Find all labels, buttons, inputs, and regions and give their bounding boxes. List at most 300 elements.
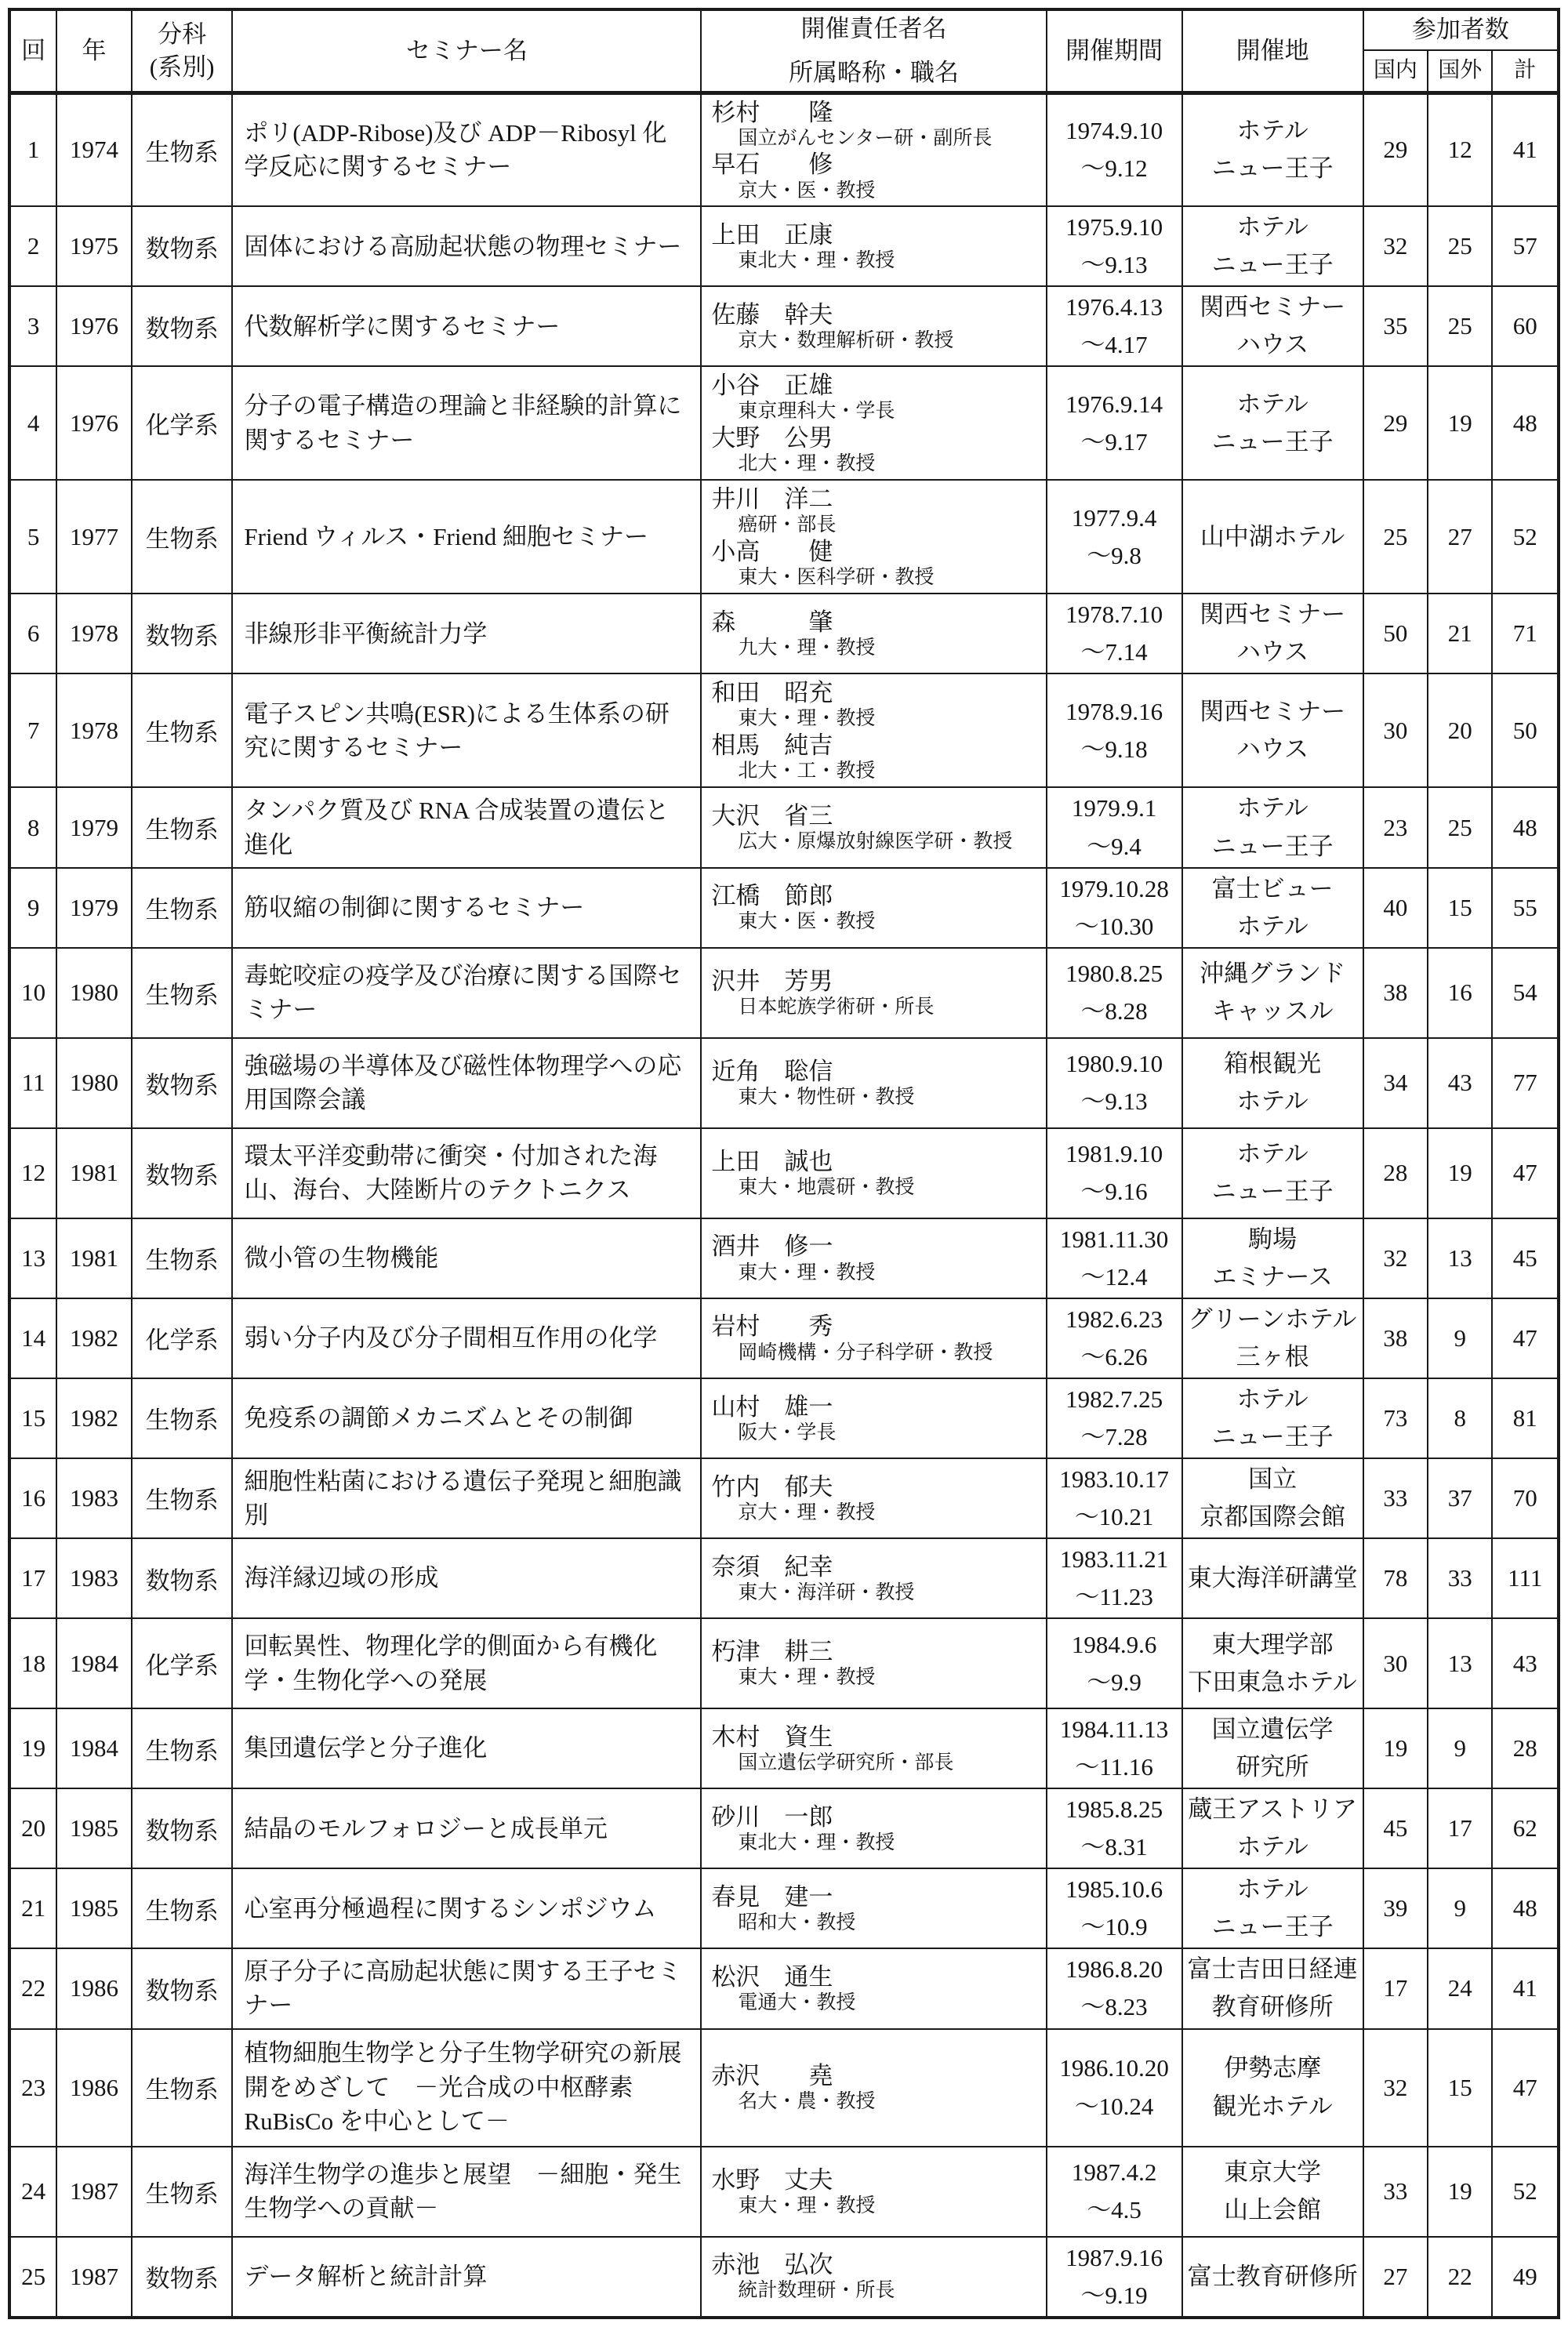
cell-total-count: 47 <box>1492 2029 1559 2147</box>
cell-location <box>1182 366 1363 480</box>
cell-foreign-count: 15 <box>1428 868 1492 948</box>
cell-foreign-count: 19 <box>1428 2147 1492 2237</box>
location-line: ホテル <box>1236 1833 1308 1861</box>
location-line: ハウス <box>1236 331 1309 359</box>
table-row <box>9 948 1559 1038</box>
organizer-affiliation: 昭和大・教授 <box>738 1912 856 1934</box>
cell-foreign-count: 25 <box>1428 787 1492 867</box>
cell-total-count: 52 <box>1492 480 1559 594</box>
header-organizer-line1: 開催責任者名 <box>800 15 947 42</box>
period-start: 1978.9.16 <box>1065 697 1163 725</box>
organizer-affiliation: 電通大・教授 <box>738 1992 856 2014</box>
cell-location <box>1182 1218 1363 1298</box>
cell-year: 1984 <box>56 1618 131 1708</box>
period-end: ～9.9 <box>1087 1668 1142 1696</box>
period-start: 1983.10.17 <box>1059 1465 1169 1493</box>
cell-no: 12 <box>9 1128 56 1218</box>
cell-organizer <box>701 206 1046 286</box>
cell-domestic-count: 33 <box>1363 2147 1428 2237</box>
cell-period <box>1047 1378 1182 1458</box>
cell-organizer <box>701 673 1046 787</box>
cell-seminar-title: 心室再分極過程に関するシンポジウム <box>232 1868 701 1948</box>
location-line: 富士吉田日経連 <box>1187 1955 1358 1984</box>
cell-domestic-count: 33 <box>1363 1458 1428 1538</box>
cell-organizer <box>701 2029 1046 2147</box>
cell-organizer <box>701 1708 1046 1788</box>
location-line: 東大海洋研講堂 <box>1187 1564 1358 1592</box>
location-line: ニュー王子 <box>1211 251 1334 279</box>
period-end: ～10.30 <box>1074 912 1154 940</box>
header-organizer <box>701 9 1046 93</box>
organizer-affiliation: 阪大・学長 <box>738 1421 837 1443</box>
location-line: ホテル <box>1236 912 1308 940</box>
table-row <box>9 1128 1559 1218</box>
table-row <box>9 787 1559 867</box>
cell-year: 1985 <box>56 1868 131 1948</box>
cell-category: 数物系 <box>132 594 233 673</box>
cell-category: 化学系 <box>132 366 233 480</box>
location-line: ニュー王子 <box>1211 832 1334 860</box>
cell-location <box>1182 1298 1363 1378</box>
cell-year: 1978 <box>56 594 131 673</box>
period-end: ～8.23 <box>1080 1993 1148 2021</box>
cell-organizer <box>701 1458 1046 1538</box>
cell-period <box>1047 2237 1182 2318</box>
cell-no: 24 <box>9 2147 56 2237</box>
organizer-name: 岩村 秀 <box>711 1312 833 1341</box>
period-end: ～12.4 <box>1080 1262 1148 1291</box>
header-participants: 参加者数 <box>1363 9 1559 50</box>
cell-year: 1981 <box>56 1218 131 1298</box>
cell-seminar-title: 代数解析学に関するセミナー <box>232 286 701 366</box>
table-row <box>9 1788 1559 1868</box>
table-row <box>9 673 1559 787</box>
cell-organizer <box>701 1868 1046 1948</box>
cell-foreign-count: 16 <box>1428 948 1492 1038</box>
organizer-name: 森 肇 <box>711 608 833 637</box>
organizer-affiliation: 東大・医・教授 <box>738 911 876 933</box>
cell-organizer <box>701 1948 1046 2028</box>
cell-domestic-count: 32 <box>1363 2029 1428 2147</box>
table-row <box>9 868 1559 948</box>
cell-no: 23 <box>9 2029 56 2147</box>
cell-year: 1986 <box>56 1948 131 2028</box>
table-row <box>9 594 1559 673</box>
cell-seminar-title: 非線形非平衡統計力学 <box>232 594 701 673</box>
cell-seminar-title: 電子スピン共鳴(ESR)による生体系の研究に関するセミナー <box>232 673 701 787</box>
cell-location <box>1182 1618 1363 1708</box>
period-end: ～4.17 <box>1080 331 1148 359</box>
organizer-name: 沢井 芳男 <box>711 967 833 995</box>
organizer-name: 大野 公男 <box>711 423 833 452</box>
period-start: 1986.8.20 <box>1065 1955 1163 1984</box>
header-domestic: 国内 <box>1363 50 1428 93</box>
cell-foreign-count: 13 <box>1428 1218 1492 1298</box>
cell-foreign-count: 9 <box>1428 1708 1492 1788</box>
cell-seminar-title: Friend ウィルス・Friend 細胞セミナー <box>232 480 701 594</box>
location-line: 京都国際会館 <box>1200 1502 1346 1530</box>
cell-domestic-count: 30 <box>1363 1618 1428 1708</box>
cell-location <box>1182 2237 1363 2318</box>
cell-total-count: 62 <box>1492 1788 1559 1868</box>
cell-category: 生物系 <box>132 93 233 206</box>
cell-no: 6 <box>9 594 56 673</box>
cell-foreign-count: 12 <box>1428 93 1492 206</box>
cell-category: 生物系 <box>132 1458 233 1538</box>
organizer-name: 水野 丈夫 <box>711 2165 833 2194</box>
period-start: 1984.9.6 <box>1071 1630 1157 1658</box>
organizer-name: 小高 健 <box>711 537 833 565</box>
period-end: ～10.21 <box>1074 1502 1154 1530</box>
organizer-name: 朽津 耕三 <box>711 1638 833 1666</box>
organizer-affiliation: 東大・理・教授 <box>738 2194 876 2216</box>
cell-category: 生物系 <box>132 948 233 1038</box>
period-end: ～11.16 <box>1075 1753 1153 1781</box>
cell-domestic-count: 29 <box>1363 93 1428 206</box>
cell-no: 14 <box>9 1298 56 1378</box>
location-line: 伊勢志摩 <box>1224 2054 1322 2082</box>
cell-domestic-count: 38 <box>1363 1298 1428 1378</box>
cell-foreign-count: 19 <box>1428 366 1492 480</box>
cell-total-count: 47 <box>1492 1128 1559 1218</box>
period-end: ～11.23 <box>1075 1583 1153 1611</box>
cell-seminar-title: ポリ(ADP-Ribose)及び ADP－Ribosyl 化学反応に関するセミナー <box>232 93 701 206</box>
cell-no: 9 <box>9 868 56 948</box>
cell-seminar-title: 毒蛇咬症の疫学及び治療に関する国際セミナー <box>232 948 701 1038</box>
cell-seminar-title: 筋収縮の制御に関するセミナー <box>232 868 701 948</box>
cell-total-count: 77 <box>1492 1038 1559 1128</box>
cell-category: 数物系 <box>132 1538 233 1618</box>
cell-category: 生物系 <box>132 673 233 787</box>
cell-foreign-count: 27 <box>1428 480 1492 594</box>
cell-foreign-count: 25 <box>1428 286 1492 366</box>
cell-total-count: 49 <box>1492 2237 1559 2318</box>
organizer-affiliation: 東大・海洋研・教授 <box>738 1581 915 1603</box>
cell-period <box>1047 1128 1182 1218</box>
cell-location <box>1182 1128 1363 1218</box>
period-end: ～6.26 <box>1080 1342 1148 1370</box>
period-start: 1985.8.25 <box>1065 1795 1163 1824</box>
cell-period <box>1047 366 1182 480</box>
cell-location <box>1182 1378 1363 1458</box>
cell-year: 1979 <box>56 868 131 948</box>
cell-period <box>1047 1618 1182 1708</box>
organizer-affiliation: 東京理科大・学長 <box>738 401 895 423</box>
organizer-name: 相馬 純吉 <box>711 731 833 759</box>
period-start: 1987.9.16 <box>1065 2243 1163 2271</box>
cell-period <box>1047 286 1182 366</box>
cell-period <box>1047 1788 1182 1868</box>
cell-seminar-title: 結晶のモルフォロジーと成長単元 <box>232 1788 701 1868</box>
location-line: 関西セミナー <box>1200 697 1346 725</box>
cell-seminar-title: 弱い分子内及び分子間相互作用の化学 <box>232 1298 701 1378</box>
organizer-affiliation: 癌研・部長 <box>738 514 837 536</box>
cell-seminar-title: データ解析と統計計算 <box>232 2237 701 2318</box>
cell-domestic-count: 39 <box>1363 1868 1428 1948</box>
location-line: ニュー王子 <box>1211 1422 1334 1450</box>
organizer-affiliation: 国立がんセンター研・副所長 <box>738 127 993 149</box>
cell-total-count: 54 <box>1492 948 1559 1038</box>
table-row <box>9 1618 1559 1708</box>
organizer-affiliation: 東大・理・教授 <box>738 1667 876 1689</box>
organizer-affiliation: 東北大・理・教授 <box>738 1832 895 1854</box>
cell-year: 1987 <box>56 2237 131 2318</box>
cell-total-count: 48 <box>1492 366 1559 480</box>
period-end: ～8.28 <box>1080 997 1148 1026</box>
cell-organizer <box>701 1618 1046 1708</box>
cell-domestic-count: 34 <box>1363 1038 1428 1128</box>
cell-foreign-count: 8 <box>1428 1378 1492 1458</box>
cell-period <box>1047 1038 1182 1128</box>
header-foreign: 国外 <box>1428 50 1492 93</box>
cell-location <box>1182 1788 1363 1868</box>
cell-domestic-count: 78 <box>1363 1538 1428 1618</box>
organizer-name: 上田 誠也 <box>711 1147 833 1175</box>
organizer-name: 松沢 通生 <box>711 1963 833 1991</box>
cell-domestic-count: 29 <box>1363 366 1428 480</box>
cell-year: 1982 <box>56 1378 131 1458</box>
organizer-name: 酒井 修一 <box>711 1232 833 1261</box>
cell-period <box>1047 787 1182 867</box>
cell-no: 8 <box>9 787 56 867</box>
cell-year: 1976 <box>56 366 131 480</box>
cell-domestic-count: 28 <box>1363 1128 1428 1218</box>
location-line: キャッスル <box>1211 997 1334 1026</box>
organizer-affiliation: 統計数理研・所長 <box>738 2280 895 2302</box>
cell-no: 4 <box>9 366 56 480</box>
cell-year: 1979 <box>56 787 131 867</box>
cell-organizer <box>701 1128 1046 1218</box>
period-start: 1978.7.10 <box>1065 601 1163 629</box>
period-start: 1980.9.10 <box>1065 1050 1163 1078</box>
cell-year: 1984 <box>56 1708 131 1788</box>
period-start: 1981.11.30 <box>1059 1225 1169 1253</box>
period-end: ～9.16 <box>1080 1178 1148 1206</box>
organizer-affiliation: 京大・医・教授 <box>738 180 876 201</box>
cell-no: 7 <box>9 673 56 787</box>
organizer-name: 江橋 節郎 <box>711 882 833 910</box>
location-line: ホテル <box>1236 1140 1308 1168</box>
cell-organizer <box>701 1218 1046 1298</box>
header-category-line1: 分科 <box>158 20 207 48</box>
organizer-name: 赤沢 堯 <box>711 2062 833 2090</box>
cell-year: 1980 <box>56 1038 131 1128</box>
cell-location <box>1182 1708 1363 1788</box>
cell-seminar-title: タンパク質及び RNA 合成装置の遺伝と進化 <box>232 787 701 867</box>
period-end: ～8.31 <box>1080 1833 1148 1861</box>
cell-organizer <box>701 1538 1046 1618</box>
cell-domestic-count: 17 <box>1363 1948 1428 2028</box>
table-row <box>9 1868 1559 1948</box>
cell-foreign-count: 15 <box>1428 2029 1492 2147</box>
location-line: 箱根観光 <box>1224 1050 1322 1078</box>
organizer-affiliation: 京大・数理解析研・教授 <box>738 330 954 352</box>
cell-foreign-count: 24 <box>1428 1948 1492 2028</box>
cell-category: 生物系 <box>132 1868 233 1948</box>
cell-domestic-count: 38 <box>1363 948 1428 1038</box>
cell-year: 1978 <box>56 673 131 787</box>
cell-category: 数物系 <box>132 286 233 366</box>
cell-domestic-count: 32 <box>1363 1218 1428 1298</box>
cell-period <box>1047 1458 1182 1538</box>
location-line: 研究所 <box>1236 1753 1309 1781</box>
cell-category: 生物系 <box>132 787 233 867</box>
location-line: ホテル <box>1236 1087 1308 1116</box>
cell-year: 1976 <box>56 286 131 366</box>
cell-category: 数物系 <box>132 206 233 286</box>
period-start: 1982.7.25 <box>1065 1385 1163 1413</box>
cell-seminar-title: 微小管の生物機能 <box>232 1218 701 1298</box>
location-line: ホテル <box>1236 390 1308 418</box>
cell-category: 生物系 <box>132 480 233 594</box>
table-row <box>9 93 1559 206</box>
cell-location <box>1182 787 1363 867</box>
organizer-affiliation: 国立遺伝学研究所・部長 <box>738 1752 954 1774</box>
table-row <box>9 1378 1559 1458</box>
cell-location <box>1182 286 1363 366</box>
location-line: グリーンホテル <box>1188 1305 1357 1333</box>
period-end: ～7.28 <box>1080 1422 1148 1450</box>
cell-location <box>1182 2147 1363 2237</box>
header-category <box>132 9 233 93</box>
cell-no: 13 <box>9 1218 56 1298</box>
cell-period <box>1047 2029 1182 2147</box>
cell-total-count: 28 <box>1492 1708 1559 1788</box>
period-start: 1976.4.13 <box>1065 293 1163 321</box>
cell-period <box>1047 2147 1182 2237</box>
cell-domestic-count: 45 <box>1363 1788 1428 1868</box>
location-line: 関西セミナー <box>1200 601 1346 629</box>
table-row <box>9 1038 1559 1128</box>
table-row <box>9 1458 1559 1538</box>
cell-organizer <box>701 480 1046 594</box>
table-row <box>9 366 1559 480</box>
period-start: 1984.11.13 <box>1059 1715 1169 1744</box>
table-row <box>9 1538 1559 1618</box>
table-row <box>9 206 1559 286</box>
cell-domestic-count: 27 <box>1363 2237 1428 2318</box>
header-year: 年 <box>56 9 131 93</box>
cell-period <box>1047 1538 1182 1618</box>
cell-no: 17 <box>9 1538 56 1618</box>
header-category-line2: (系別) <box>149 53 215 81</box>
organizer-affiliation: 東大・医科学研・教授 <box>738 567 935 589</box>
location-line: 三ヶ根 <box>1236 1342 1309 1370</box>
cell-no: 10 <box>9 948 56 1038</box>
organizer-affiliation: 東大・理・教授 <box>738 708 876 730</box>
cell-location <box>1182 868 1363 948</box>
cell-seminar-title: 海洋縁辺域の形成 <box>232 1538 701 1618</box>
period-end: ～4.5 <box>1087 2196 1142 2224</box>
location-line: 東京大学 <box>1224 2158 1322 2186</box>
cell-year: 1975 <box>56 206 131 286</box>
cell-year: 1983 <box>56 1458 131 1538</box>
location-line: ホテル <box>1236 213 1308 241</box>
cell-no: 25 <box>9 2237 56 2318</box>
organizer-name: 木村 資生 <box>711 1723 833 1751</box>
cell-period <box>1047 1948 1182 2028</box>
organizer-name: 小谷 正雄 <box>711 372 833 400</box>
organizer-affiliation: 岡崎機構・分子科学研・教授 <box>738 1341 993 1363</box>
cell-year: 1974 <box>56 93 131 206</box>
cell-location <box>1182 594 1363 673</box>
cell-organizer <box>701 1788 1046 1868</box>
cell-seminar-title: 強磁場の半導体及び磁性体物理学への応用国際会議 <box>232 1038 701 1128</box>
cell-organizer <box>701 2147 1046 2237</box>
period-start: 1983.11.21 <box>1059 1545 1169 1574</box>
organizer-affiliation: 名大・農・教授 <box>738 2091 876 2113</box>
location-line: 教育研修所 <box>1211 1993 1334 2021</box>
cell-category: 数物系 <box>132 1788 233 1868</box>
location-line: ニュー王子 <box>1211 154 1334 183</box>
cell-category: 数物系 <box>132 2237 233 2318</box>
cell-seminar-title: 細胞性粘菌における遺伝子発現と細胞識別 <box>232 1458 701 1538</box>
location-line: 下田東急ホテル <box>1188 1668 1357 1696</box>
cell-seminar-title: 集団遺伝学と分子進化 <box>232 1708 701 1788</box>
location-line: ニュー王子 <box>1211 427 1334 456</box>
cell-no: 2 <box>9 206 56 286</box>
cell-organizer <box>701 1378 1046 1458</box>
cell-total-count: 50 <box>1492 673 1559 787</box>
organizer-name: 奈須 紀幸 <box>711 1552 833 1581</box>
cell-year: 1986 <box>56 2029 131 2147</box>
cell-domestic-count: 30 <box>1363 673 1428 787</box>
cell-total-count: 81 <box>1492 1378 1559 1458</box>
organizer-name: 竹内 郁夫 <box>711 1472 833 1501</box>
header-seminar-name: セミナー名 <box>232 9 701 93</box>
cell-foreign-count: 9 <box>1428 1298 1492 1378</box>
cell-no: 15 <box>9 1378 56 1458</box>
cell-foreign-count: 20 <box>1428 673 1492 787</box>
organizer-affiliation: 北大・理・教授 <box>738 453 876 475</box>
cell-no: 22 <box>9 1948 56 2028</box>
period-start: 1982.6.23 <box>1065 1305 1163 1333</box>
organizer-name: 井川 洋二 <box>711 485 833 514</box>
location-line: ニュー王子 <box>1211 1178 1334 1206</box>
organizer-name: 大沢 省三 <box>711 802 833 830</box>
table-row <box>9 2237 1559 2318</box>
period-start: 1975.9.10 <box>1065 213 1163 241</box>
location-line: ハウス <box>1236 638 1309 666</box>
period-end: ～9.18 <box>1080 735 1148 763</box>
organizer-name: 春見 建一 <box>711 1883 833 1911</box>
location-line: 山中湖ホテル <box>1200 522 1345 550</box>
cell-location <box>1182 1038 1363 1128</box>
cell-category: 数物系 <box>132 1128 233 1218</box>
cell-seminar-title: 植物細胞生物学と分子生物学研究の新展開をめざして －光合成の中枢酵素 RuBisCo を中心として－ <box>232 2029 701 2147</box>
location-line: 国立 <box>1248 1465 1298 1493</box>
cell-category: 化学系 <box>132 1298 233 1378</box>
organizer-affiliation: 東大・理・教授 <box>738 1262 876 1283</box>
cell-location <box>1182 93 1363 206</box>
cell-location <box>1182 480 1363 594</box>
cell-no: 5 <box>9 480 56 594</box>
organizer-affiliation: 日本蛇族学術研・所長 <box>738 997 935 1018</box>
cell-location <box>1182 1868 1363 1948</box>
cell-no: 18 <box>9 1618 56 1708</box>
cell-foreign-count: 9 <box>1428 1868 1492 1948</box>
location-line: 関西セミナー <box>1200 293 1346 321</box>
cell-category: 化学系 <box>132 1618 233 1708</box>
location-line: 東大理学部 <box>1211 1630 1334 1658</box>
location-line: エミナース <box>1212 1262 1333 1291</box>
cell-organizer <box>701 1038 1046 1128</box>
location-line: 駒場 <box>1248 1225 1298 1253</box>
cell-period <box>1047 948 1182 1038</box>
cell-foreign-count: 21 <box>1428 594 1492 673</box>
period-start: 1979.9.1 <box>1071 794 1157 822</box>
cell-location <box>1182 2029 1363 2147</box>
